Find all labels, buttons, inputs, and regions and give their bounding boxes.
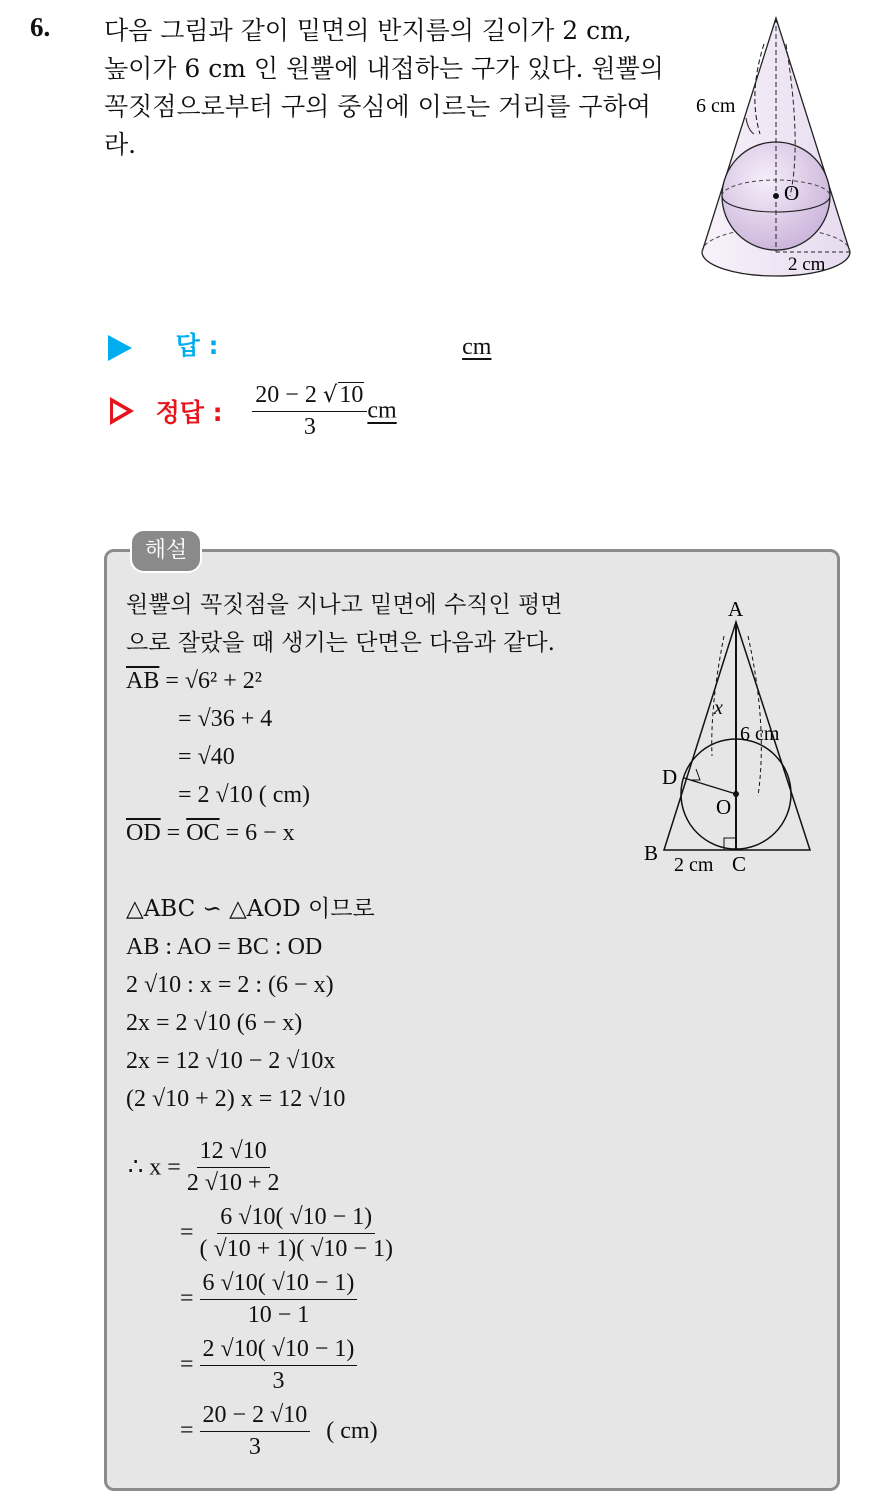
correct-numerator: 20 − 2 [255,382,317,408]
ab-line: $\overline{AB} = √6^2 + 2^2$ [126,668,262,694]
question-number: 6. [30,12,51,42]
step-4: (2 √10 + 2) x = 12 √10 [126,1086,346,1112]
correct-unit: cm [367,397,397,424]
point-b: B [644,841,659,865]
step-2: 2x = 2 √10 (6 − x) [126,1010,303,1036]
cross-section-figure [640,596,830,890]
ab-line-3: = √40 [178,744,235,770]
question-line: 높이가 6 cm 인 원뿔에 내접하는 구가 있다. 원뿔의 [104,54,664,83]
question-line: 꼭짓점으로부터 구의 중심에 이르는 거리를 구하여 [104,92,651,121]
fraction-4: $\frac{2 √10( √10 - 1)}{3}$ [200,1334,358,1396]
step-3: 2x = 12 √10 − 2 √10x [126,1048,336,1074]
answer-label: 답 : [175,331,219,360]
od-line: $\overline{OD} = \overline{OC} = 6 - x$ [126,820,295,846]
cone-height-label: 6 cm [696,95,736,117]
solution-tab: 해설 [130,529,202,573]
solution-text [126,586,646,1118]
ratio-line: AB : AO = BC : OD [126,934,323,960]
cone-figure [690,14,860,288]
correct-label: 정답 : [155,398,223,427]
point-o: O [716,795,732,819]
fraction-chain: ∴ x = $\frac{12 √10}{2 √10 + 2}$ = $\frac{6 √10( √10 - 1)}{( √10 + 1)( √10 - 1)}$ = $\frac{6 √10( √10 - 1)}{10 - 1}$ = $\frac{2 √10( √10 - 1)}{3}$ = $\frac{20 - 2 √10}{3}$ ( cm) [128,1138,393,1460]
point-c: C [732,852,747,876]
height-label: 6 cm [740,723,780,745]
fraction-5-unit: ( cm) [326,1417,378,1444]
solution-intro-line: 으로 잘랐을 때 생기는 단면은 다음과 같다. [126,630,555,656]
answer-row [108,326,491,362]
point-a: A [728,597,744,621]
therefore-label: ∴ x = [128,1154,181,1181]
solution-intro-line: 원뿔의 꼭짓점을 지나고 밑면에 수직인 평면 [126,592,563,618]
cone-radius-label: 2 cm [788,254,826,275]
correct-fraction: $\frac{20 - 2 √10}{3}$ [252,380,367,442]
var-x: x [714,697,723,719]
ab-line-4: = 2 √10 ( cm) [178,782,311,808]
correct-row [110,380,397,442]
play-arrow-icon [108,335,132,361]
fraction-3: $\frac{6 √10( √10 - 1)}{10 - 1}$ [200,1268,358,1330]
point-d: D [662,765,678,789]
fraction-2: $\frac{6 √10( √10 - 1)}{( √10 + 1)( √10 - 1)}$ [199,1204,393,1262]
correct-denominator: 3 [303,414,316,440]
radius-label: 2 cm [674,854,714,876]
step-1: 2 √10 : x = 2 : (6 − x) [126,972,334,998]
question-line: 다음 그림과 같이 밑면의 반지름의 길이가 2 cm, [104,16,632,45]
question-text [104,12,674,164]
fraction-1: $\frac{12 √10}{2 √10 + 2}$ [186,1138,280,1196]
ab-line-2: = √36 + 4 [178,706,273,732]
similar-line: △ABC ∽ △AOD 이므로 [126,896,375,922]
fraction-5: $\frac{20 - 2 √10}{3}$ [200,1400,311,1462]
question-line: 라. [104,130,137,159]
outline-arrow-icon [110,397,134,425]
answer-unit[interactable]: cm [462,334,492,360]
sphere-center-label: O [784,181,800,205]
correct-radicand: 10 [339,382,364,408]
